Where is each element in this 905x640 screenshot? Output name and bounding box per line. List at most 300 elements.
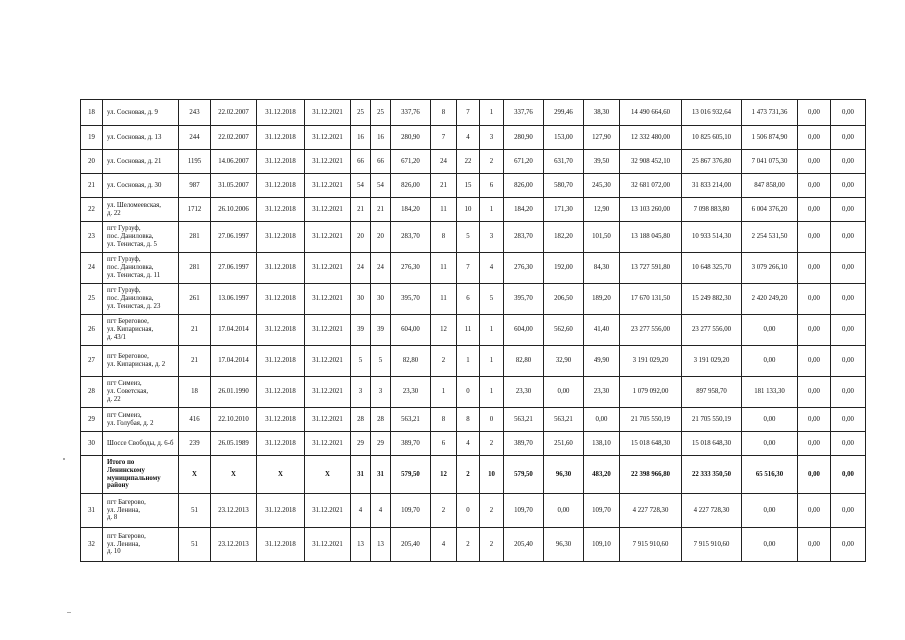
cell-cost-budget-1: 7 041 075,30: [742, 150, 798, 174]
cell-cost-budget-1: 0,00: [742, 315, 798, 346]
cell-row-number: 21: [81, 174, 103, 198]
cell-area-private: 96,30: [544, 456, 584, 494]
cell-flats-total: 24: [431, 150, 457, 174]
cell-area-municipal: 483,20: [584, 456, 620, 494]
cell-flats-total: 21: [431, 174, 457, 198]
cell-row-number: 26: [81, 315, 103, 346]
cell-flats-private: 6: [457, 284, 480, 315]
cell-doc-date: 31.05.2007: [211, 174, 257, 198]
cell-cost-fund: 21 705 550,19: [682, 408, 742, 432]
cell-area-private: 0,00: [544, 377, 584, 408]
cell-flats-municipal: 6: [480, 174, 504, 198]
cell-address: пгт Симеиз, ул. Советская, д. 22: [103, 377, 179, 408]
cell-address: пгт Гурзуф, пос. Даниловка, ул. Тенистая, д. 23: [103, 284, 179, 315]
cell-flats-total: 1: [431, 377, 457, 408]
cell-area-total: 280,90: [391, 126, 431, 150]
cell-flats-private: 22: [457, 150, 480, 174]
cell-doc-date: 22.02.2007: [211, 126, 257, 150]
cell-cost-total: 12 332 480,00: [620, 126, 682, 150]
cell-doc-number: 281: [179, 253, 211, 284]
cell-cost-budget-2: 0,00: [798, 174, 831, 198]
cell-area-private: 171,30: [544, 198, 584, 222]
cell-cost-total: 23 277 556,00: [620, 315, 682, 346]
cell-flats-private: 5: [457, 222, 480, 253]
cell-residents-total: 24: [351, 253, 371, 284]
cell-address: пгт Багерово, ул. Ленина, д. 10: [103, 528, 179, 562]
cell-cost-total: 21 705 550,19: [620, 408, 682, 432]
cell-area-private: 32,90: [544, 346, 584, 377]
cell-plan-date-1: 31.12.2018: [257, 198, 305, 222]
cell-doc-number: 51: [179, 528, 211, 562]
cell-area-private: 96,30: [544, 528, 584, 562]
cell-row-number: 30: [81, 432, 103, 456]
cell-plan-date-2: 31.12.2021: [305, 174, 351, 198]
cell-plan-date-1: 31.12.2018: [257, 432, 305, 456]
cell-cost-fund: 23 277 556,00: [682, 315, 742, 346]
cell-flats-municipal: 3: [480, 126, 504, 150]
cell-residents-total: 66: [351, 150, 371, 174]
cell-flats-municipal: 2: [480, 432, 504, 456]
cell-flats-private: 2: [457, 456, 480, 494]
cell-doc-date: 22.10.2010: [211, 408, 257, 432]
cell-area-private: 0,00: [544, 494, 584, 528]
cell-flats-municipal: 1: [480, 377, 504, 408]
cell-doc-number: 987: [179, 174, 211, 198]
cell-residents-count: 16: [371, 126, 391, 150]
table-row: [81, 198, 866, 222]
cell-plan-date-2: X: [305, 456, 351, 494]
cell-cost-budget-2: 0,00: [798, 528, 831, 562]
cell-plan-date-2: 31.12.2021: [305, 284, 351, 315]
cell-doc-number: 239: [179, 432, 211, 456]
cell-plan-date-2: 31.12.2021: [305, 253, 351, 284]
cell-residents-total: 21: [351, 198, 371, 222]
cell-cost-fund: 22 333 350,50: [682, 456, 742, 494]
cell-cost-budget-2: 0,00: [798, 315, 831, 346]
cell-cost-budget-1: 3 079 266,10: [742, 253, 798, 284]
cell-doc-date: 23.12.2013: [211, 494, 257, 528]
cell-flats-municipal: 1: [480, 100, 504, 126]
cell-doc-number: 18: [179, 377, 211, 408]
cell-residents-count: 21: [371, 198, 391, 222]
cell-residents-total: 13: [351, 528, 371, 562]
cell-flats-private: 0: [457, 494, 480, 528]
cell-flats-total: 11: [431, 284, 457, 315]
cell-plan-date-2: 31.12.2021: [305, 150, 351, 174]
cell-doc-date: 26.05.1989: [211, 432, 257, 456]
cell-doc-date: 27.06.1997: [211, 253, 257, 284]
cell-area-private: 631,70: [544, 150, 584, 174]
cell-residents-count: 20: [371, 222, 391, 253]
cell-cost-fund: 10 933 514,30: [682, 222, 742, 253]
cell-area-private: 563,21: [544, 408, 584, 432]
cell-flats-private: 8: [457, 408, 480, 432]
cell-doc-number: 416: [179, 408, 211, 432]
cell-cost-other: 0,00: [831, 150, 866, 174]
cell-plan-date-1: 31.12.2018: [257, 150, 305, 174]
cell-cost-budget-2: 0,00: [798, 284, 831, 315]
cell-cost-fund: 15 018 648,30: [682, 432, 742, 456]
cell-cost-budget-1: 0,00: [742, 432, 798, 456]
cell-residents-total: 3: [351, 377, 371, 408]
total-row: [81, 456, 866, 494]
cell-area-municipal: 245,30: [584, 174, 620, 198]
cell-plan-date-1: 31.12.2018: [257, 222, 305, 253]
cell-plan-date-2: 31.12.2021: [305, 432, 351, 456]
cell-cost-fund: 13 016 932,64: [682, 100, 742, 126]
cell-cost-budget-2: 0,00: [798, 222, 831, 253]
cell-cost-budget-1: 0,00: [742, 408, 798, 432]
cell-area-resettled: 23,30: [504, 377, 544, 408]
cell-doc-date: 26.01.1990: [211, 377, 257, 408]
cell-cost-budget-1: 181 133,30: [742, 377, 798, 408]
cell-flats-total: 8: [431, 100, 457, 126]
cell-area-municipal: 127,90: [584, 126, 620, 150]
cell-address: пгт Береговое, ул. Кипарисная, д. 2: [103, 346, 179, 377]
cell-cost-total: 7 915 910,60: [620, 528, 682, 562]
cell-flats-municipal: 0: [480, 408, 504, 432]
cell-cost-total: 32 681 072,00: [620, 174, 682, 198]
cell-area-private: 206,50: [544, 284, 584, 315]
cell-cost-budget-2: 0,00: [798, 126, 831, 150]
cell-area-municipal: 138,10: [584, 432, 620, 456]
cell-plan-date-2: 31.12.2021: [305, 408, 351, 432]
cell-row-number: 27: [81, 346, 103, 377]
cell-flats-total: 6: [431, 432, 457, 456]
cell-area-resettled: 563,21: [504, 408, 544, 432]
cell-flats-private: 7: [457, 100, 480, 126]
cell-residents-count: 5: [371, 346, 391, 377]
cell-area-municipal: 12,90: [584, 198, 620, 222]
table-row: [81, 315, 866, 346]
cell-cost-other: 0,00: [831, 377, 866, 408]
cell-area-private: 251,60: [544, 432, 584, 456]
cell-area-resettled: 389,70: [504, 432, 544, 456]
cell-cost-budget-2: 0,00: [798, 408, 831, 432]
cell-doc-date: X: [211, 456, 257, 494]
cell-residents-total: 4: [351, 494, 371, 528]
cell-area-private: 192,00: [544, 253, 584, 284]
cell-row-number: 32: [81, 528, 103, 562]
cell-area-resettled: 283,70: [504, 222, 544, 253]
cell-cost-fund: 897 958,70: [682, 377, 742, 408]
table-row: [81, 528, 866, 562]
housing-resettlement-table: [80, 99, 866, 562]
cell-area-total: 671,20: [391, 150, 431, 174]
cell-residents-count: 25: [371, 100, 391, 126]
cell-residents-count: 54: [371, 174, 391, 198]
cell-area-municipal: 39,50: [584, 150, 620, 174]
cell-cost-fund: 7 915 910,60: [682, 528, 742, 562]
cell-area-total: 23,30: [391, 377, 431, 408]
cell-area-resettled: 826,00: [504, 174, 544, 198]
cell-cost-other: 0,00: [831, 432, 866, 456]
cell-area-private: 562,60: [544, 315, 584, 346]
cell-cost-budget-1: 6 004 376,20: [742, 198, 798, 222]
table-row: [81, 253, 866, 284]
cell-cost-budget-2: 0,00: [798, 253, 831, 284]
cell-doc-number: 1195: [179, 150, 211, 174]
cell-address: ул. Сосновая, д. 9: [103, 100, 179, 126]
cell-residents-count: 28: [371, 408, 391, 432]
cell-doc-date: 14.06.2007: [211, 150, 257, 174]
cell-row-number: 29: [81, 408, 103, 432]
table-row: [81, 284, 866, 315]
cell-cost-budget-1: 2 254 531,50: [742, 222, 798, 253]
cell-area-private: 299,46: [544, 100, 584, 126]
cell-row-number: 18: [81, 100, 103, 126]
cell-residents-count: 39: [371, 315, 391, 346]
cell-plan-date-2: 31.12.2021: [305, 315, 351, 346]
cell-plan-date-1: 31.12.2018: [257, 253, 305, 284]
cell-cost-total: 32 908 452,10: [620, 150, 682, 174]
cell-row-number: 19: [81, 126, 103, 150]
cell-area-total: 184,20: [391, 198, 431, 222]
scan-mark: [67, 612, 71, 613]
cell-flats-private: 1: [457, 346, 480, 377]
cell-flats-private: 2: [457, 528, 480, 562]
cell-cost-fund: 3 191 029,20: [682, 346, 742, 377]
cell-residents-total: 5: [351, 346, 371, 377]
cell-row-number: 25: [81, 284, 103, 315]
cell-flats-private: 15: [457, 174, 480, 198]
cell-plan-date-2: 31.12.2021: [305, 377, 351, 408]
cell-residents-total: 20: [351, 222, 371, 253]
cell-flats-total: 2: [431, 494, 457, 528]
cell-area-total: 579,50: [391, 456, 431, 494]
cell-cost-other: 0,00: [831, 456, 866, 494]
cell-doc-date: 26.10.2006: [211, 198, 257, 222]
cell-plan-date-2: 31.12.2021: [305, 198, 351, 222]
cell-cost-budget-2: 0,00: [798, 346, 831, 377]
cell-doc-date: 22.02.2007: [211, 100, 257, 126]
cell-area-resettled: 395,70: [504, 284, 544, 315]
cell-cost-budget-1: 2 420 249,20: [742, 284, 798, 315]
cell-flats-total: 2: [431, 346, 457, 377]
cell-flats-total: 8: [431, 222, 457, 253]
cell-row-number: 20: [81, 150, 103, 174]
cell-cost-fund: 4 227 728,30: [682, 494, 742, 528]
cell-cost-budget-2: 0,00: [798, 198, 831, 222]
cell-cost-other: 0,00: [831, 253, 866, 284]
cell-residents-count: 3: [371, 377, 391, 408]
cell-cost-fund: 7 098 883,80: [682, 198, 742, 222]
table-row: [81, 408, 866, 432]
cell-doc-date: 13.06.1997: [211, 284, 257, 315]
cell-flats-municipal: 2: [480, 150, 504, 174]
table-row: [81, 346, 866, 377]
cell-area-total: 109,70: [391, 494, 431, 528]
cell-plan-date-1: 31.12.2018: [257, 100, 305, 126]
cell-flats-total: 7: [431, 126, 457, 150]
cell-area-municipal: 0,00: [584, 408, 620, 432]
cell-residents-total: 31: [351, 456, 371, 494]
cell-area-private: 182,20: [544, 222, 584, 253]
cell-area-resettled: 579,50: [504, 456, 544, 494]
cell-flats-private: 4: [457, 126, 480, 150]
cell-area-total: 82,80: [391, 346, 431, 377]
cell-area-total: 389,70: [391, 432, 431, 456]
cell-residents-total: 28: [351, 408, 371, 432]
cell-cost-total: 1 079 092,00: [620, 377, 682, 408]
cell-cost-budget-1: 847 858,00: [742, 174, 798, 198]
cell-area-total: 604,00: [391, 315, 431, 346]
cell-address: пгт Симеиз, ул. Голубая, д. 2: [103, 408, 179, 432]
cell-address: пгт Береговое, ул. Кипарисная, д. 43/1: [103, 315, 179, 346]
cell-area-total: 395,70: [391, 284, 431, 315]
cell-doc-number: 261: [179, 284, 211, 315]
cell-cost-other: 0,00: [831, 198, 866, 222]
cell-doc-number: 21: [179, 346, 211, 377]
cell-area-resettled: 604,00: [504, 315, 544, 346]
cell-row-number: 24: [81, 253, 103, 284]
cell-residents-total: 16: [351, 126, 371, 150]
cell-flats-private: 7: [457, 253, 480, 284]
cell-cost-other: 0,00: [831, 222, 866, 253]
cell-flats-private: 10: [457, 198, 480, 222]
cell-flats-total: 12: [431, 456, 457, 494]
cell-cost-other: 0,00: [831, 494, 866, 528]
cell-plan-date-1: 31.12.2018: [257, 346, 305, 377]
cell-plan-date-1: 31.12.2018: [257, 174, 305, 198]
cell-area-municipal: 41,40: [584, 315, 620, 346]
cell-area-total: 337,76: [391, 100, 431, 126]
cell-cost-budget-1: 0,00: [742, 494, 798, 528]
cell-row-number: 28: [81, 377, 103, 408]
table-row: [81, 150, 866, 174]
cell-address: Итого по Ленинскому муниципальному району: [103, 456, 179, 494]
cell-area-municipal: 84,30: [584, 253, 620, 284]
cell-cost-budget-1: 0,00: [742, 346, 798, 377]
cell-cost-budget-2: 0,00: [798, 432, 831, 456]
cell-area-resettled: 671,20: [504, 150, 544, 174]
cell-address: ул. Сосновая, д. 21: [103, 150, 179, 174]
cell-area-resettled: 337,76: [504, 100, 544, 126]
cell-flats-municipal: 1: [480, 198, 504, 222]
cell-cost-other: 0,00: [831, 528, 866, 562]
cell-cost-budget-2: 0,00: [798, 150, 831, 174]
cell-plan-date-2: 31.12.2021: [305, 100, 351, 126]
cell-cost-budget-1: 0,00: [742, 528, 798, 562]
cell-plan-date-2: 31.12.2021: [305, 126, 351, 150]
cell-flats-private: 11: [457, 315, 480, 346]
cell-flats-municipal: 2: [480, 494, 504, 528]
cell-area-municipal: 101,50: [584, 222, 620, 253]
cell-area-resettled: 184,20: [504, 198, 544, 222]
cell-area-total: 826,00: [391, 174, 431, 198]
cell-flats-total: 11: [431, 253, 457, 284]
cell-area-resettled: 276,30: [504, 253, 544, 284]
cell-plan-date-1: 31.12.2018: [257, 377, 305, 408]
cell-row-number: [81, 456, 103, 494]
cell-address: пгт Гурзуф, пос. Даниловка, ул. Тенистая, д. 5: [103, 222, 179, 253]
cell-flats-total: 4: [431, 528, 457, 562]
cell-cost-total: 13 188 045,80: [620, 222, 682, 253]
cell-doc-number: 244: [179, 126, 211, 150]
cell-residents-count: 4: [371, 494, 391, 528]
cell-plan-date-2: 31.12.2021: [305, 346, 351, 377]
cell-cost-budget-2: 0,00: [798, 100, 831, 126]
cell-doc-number: 1712: [179, 198, 211, 222]
cell-area-resettled: 280,90: [504, 126, 544, 150]
cell-plan-date-2: 31.12.2021: [305, 494, 351, 528]
cell-plan-date-1: 31.12.2018: [257, 315, 305, 346]
cell-doc-number: X: [179, 456, 211, 494]
scan-speck: [63, 458, 65, 460]
cell-flats-municipal: 5: [480, 284, 504, 315]
table-row: [81, 100, 866, 126]
cell-plan-date-2: 31.12.2021: [305, 528, 351, 562]
cell-area-municipal: 49,90: [584, 346, 620, 377]
cell-area-resettled: 205,40: [504, 528, 544, 562]
cell-area-total: 276,30: [391, 253, 431, 284]
cell-area-municipal: 109,10: [584, 528, 620, 562]
cell-plan-date-1: 31.12.2018: [257, 528, 305, 562]
cell-cost-budget-1: 1 473 731,36: [742, 100, 798, 126]
cell-row-number: 23: [81, 222, 103, 253]
cell-plan-date-1: 31.12.2018: [257, 126, 305, 150]
cell-cost-budget-2: 0,00: [798, 456, 831, 494]
cell-flats-private: 4: [457, 432, 480, 456]
table-row: [81, 222, 866, 253]
cell-cost-total: 15 018 648,30: [620, 432, 682, 456]
cell-flats-private: 0: [457, 377, 480, 408]
cell-cost-total: 4 227 728,30: [620, 494, 682, 528]
cell-address: ул. Сосновая, д. 30: [103, 174, 179, 198]
cell-address: пгт Гурзуф, пос. Даниловка, ул. Тенистая, д. 11: [103, 253, 179, 284]
cell-residents-total: 25: [351, 100, 371, 126]
cell-flats-total: 11: [431, 198, 457, 222]
cell-address: ул. Шеломеевская, д. 22: [103, 198, 179, 222]
cell-cost-other: 0,00: [831, 126, 866, 150]
cell-cost-fund: 10 825 605,10: [682, 126, 742, 150]
cell-area-municipal: 23,30: [584, 377, 620, 408]
cell-flats-municipal: 3: [480, 222, 504, 253]
cell-plan-date-1: 31.12.2018: [257, 408, 305, 432]
table-row: [81, 377, 866, 408]
cell-row-number: 31: [81, 494, 103, 528]
cell-doc-date: 17.04.2014: [211, 346, 257, 377]
cell-residents-count: 29: [371, 432, 391, 456]
table-row: [81, 126, 866, 150]
cell-cost-fund: 10 648 325,70: [682, 253, 742, 284]
cell-flats-municipal: 4: [480, 253, 504, 284]
cell-cost-fund: 31 833 214,00: [682, 174, 742, 198]
cell-doc-date: 23.12.2013: [211, 528, 257, 562]
cell-address: пгт Багерово, ул. Ленина, д. 8: [103, 494, 179, 528]
cell-flats-municipal: 1: [480, 346, 504, 377]
cell-area-resettled: 82,80: [504, 346, 544, 377]
cell-area-private: 580,70: [544, 174, 584, 198]
cell-cost-budget-1: 65 516,30: [742, 456, 798, 494]
cell-doc-number: 281: [179, 222, 211, 253]
cell-flats-municipal: 2: [480, 528, 504, 562]
cell-plan-date-1: X: [257, 456, 305, 494]
cell-doc-number: 21: [179, 315, 211, 346]
cell-cost-fund: 25 867 376,80: [682, 150, 742, 174]
cell-cost-other: 0,00: [831, 100, 866, 126]
cell-doc-number: 51: [179, 494, 211, 528]
cell-residents-count: 66: [371, 150, 391, 174]
cell-residents-total: 39: [351, 315, 371, 346]
cell-doc-date: 27.06.1997: [211, 222, 257, 253]
cell-cost-budget-2: 0,00: [798, 494, 831, 528]
cell-cost-total: 3 191 029,20: [620, 346, 682, 377]
cell-plan-date-1: 31.12.2018: [257, 494, 305, 528]
cell-area-municipal: 38,30: [584, 100, 620, 126]
cell-flats-municipal: 1: [480, 315, 504, 346]
cell-residents-count: 24: [371, 253, 391, 284]
